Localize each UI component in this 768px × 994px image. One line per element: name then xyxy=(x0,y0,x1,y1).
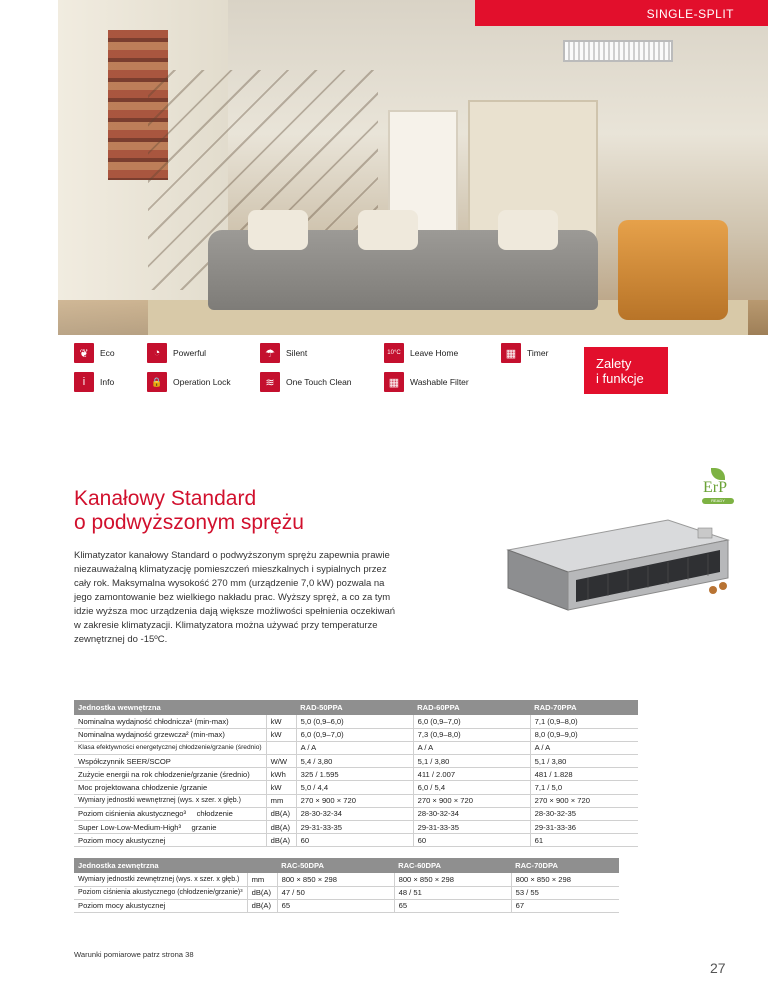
clean-icon: ≋ xyxy=(260,372,280,392)
indoor-unit-table xyxy=(74,700,638,847)
features-badge: Zalety i funkcje xyxy=(584,347,668,394)
ceiling-vent xyxy=(563,40,673,62)
table-row: Poziom mocy akustycznej dB(A) 60 60 61 xyxy=(74,834,638,847)
table-row: Super Low-Low-Medium-High³ grzanie dB(A) 29-31-33-35 29-31-33-35 29-31-33-36 xyxy=(74,821,638,834)
feature-timer: ▦ Timer xyxy=(501,343,548,363)
table-row: Współczynnik SEER/SCOP W/W 5,4 / 3,80 5,1 / 3,80 5,1 / 3,80 xyxy=(74,755,638,768)
feature-washable-filter: ▦ Washable Filter xyxy=(384,372,469,392)
table-row: Zużycie energii na rok chłodzenie/grzanie (średnio) kWh 325 / 1.595 411 / 2.007 481 / 1.828 xyxy=(74,768,638,781)
eco-icon: ❦ xyxy=(74,343,94,363)
table-row: Nominalna wydajność chłodnicza¹ (min-max) kW 5,0 (0,9–6,0) 6,0 (0,9–7,0) 7,1 (0,9–8,0) xyxy=(74,715,638,728)
feature-powerful: ◔ Powerful xyxy=(147,343,206,363)
feature-silent: ☂ Silent xyxy=(260,343,307,363)
erp-logo: ErP READY xyxy=(700,468,738,508)
table-row: Poziom ciśnienia akustycznego³ chłodzenie dB(A) 28-30-32-34 28-30-32-34 28-30-32-35 xyxy=(74,807,638,820)
table-row: Poziom ciśnienia akustycznego (chłodzenie/grzanie)³ dB(A) 47 / 50 48 / 51 53 / 55 xyxy=(74,886,619,899)
armchair xyxy=(618,220,728,320)
hero-photo xyxy=(58,0,768,335)
table-row: Poziom mocy akustycznej dB(A) 65 65 67 xyxy=(74,899,619,912)
silent-icon: ☂ xyxy=(260,343,280,363)
timer-icon: ▦ xyxy=(501,343,521,363)
feature-info: i Info xyxy=(74,372,114,392)
table-row: Wymiary jednostki wewnętrznej (wys. x szer. x głęb.) mm 270 × 900 × 720 270 × 900 × 720 270 × 900 × 720 xyxy=(74,794,638,807)
feature-leave-home: 10°C Leave Home xyxy=(384,343,458,363)
footnote: Warunki pomiarowe patrz strona 38 xyxy=(74,950,194,959)
leave-home-icon: 10°C xyxy=(384,343,404,363)
page-number: 27 xyxy=(710,960,726,976)
feature-operation-lock: 🔒 Operation Lock xyxy=(147,372,231,392)
lock-icon: 🔒 xyxy=(147,372,167,392)
powerful-icon: ◔ xyxy=(147,343,167,363)
table-row: Klasa efektywności energetycznej chłodzenie/grzanie (średnio) A / A A / A A / A xyxy=(74,741,638,754)
filter-icon: ▦ xyxy=(384,372,404,392)
info-icon: i xyxy=(74,372,94,392)
table-header-row: Jednostka zewnętrzna RAC-50DPA RAC-60DPA RAC-70DPA xyxy=(74,858,619,873)
table-row: Moc projektowana chłodzenie /grzanie kW 5,0 / 4,4 6,0 / 5,4 7,1 / 5,0 xyxy=(74,781,638,794)
table-row: Nominalna wydajność grzewcza² (min-max) kW 6,0 (0,9–7,0) 7,3 (0,9–8,0) 8,0 (0,9–9,0) xyxy=(74,728,638,741)
page-title: Kanałowy Standard o podwyższonym sprężu xyxy=(74,487,304,534)
duct-unit-image xyxy=(498,510,738,620)
feature-eco: ❦ Eco xyxy=(74,343,115,363)
table-row: Wymiary jednostki zewnętrznej (wys. x szer. x głęb.) mm 800 × 850 × 298 800 × 850 × 298 800 × 850 × 298 xyxy=(74,873,619,886)
table-header-row: Jednostka wewnętrzna RAD-50PPA RAD-60PPA RAD-70PPA xyxy=(74,700,638,715)
outdoor-unit-table xyxy=(74,858,619,913)
product-description: Klimatyzator kanałowy Standard o podwyższonym sprężu zapewnia prawie niezauważalną klimatyzację pomieszczeń mieszkalnych i sypialnych przez cały rok. Maksymalna wysokość 270 mm (urządzenie 7,0 kW) pozwala na jego zamontowanie bez wielkiego nakładu prac. Wyższy spręż, a co za tym idzie wyższa moc urządzenia dają większe możliwości spełnienia oczekiwań w zakresie klimatyzacji. Klimatyzatora można używać przy temperaturze zewnętrznej do -15ºC. xyxy=(74,550,396,645)
feature-one-touch-clean: ≋ One Touch Clean xyxy=(260,372,352,392)
category-badge: SINGLE-SPLIT xyxy=(475,0,768,26)
